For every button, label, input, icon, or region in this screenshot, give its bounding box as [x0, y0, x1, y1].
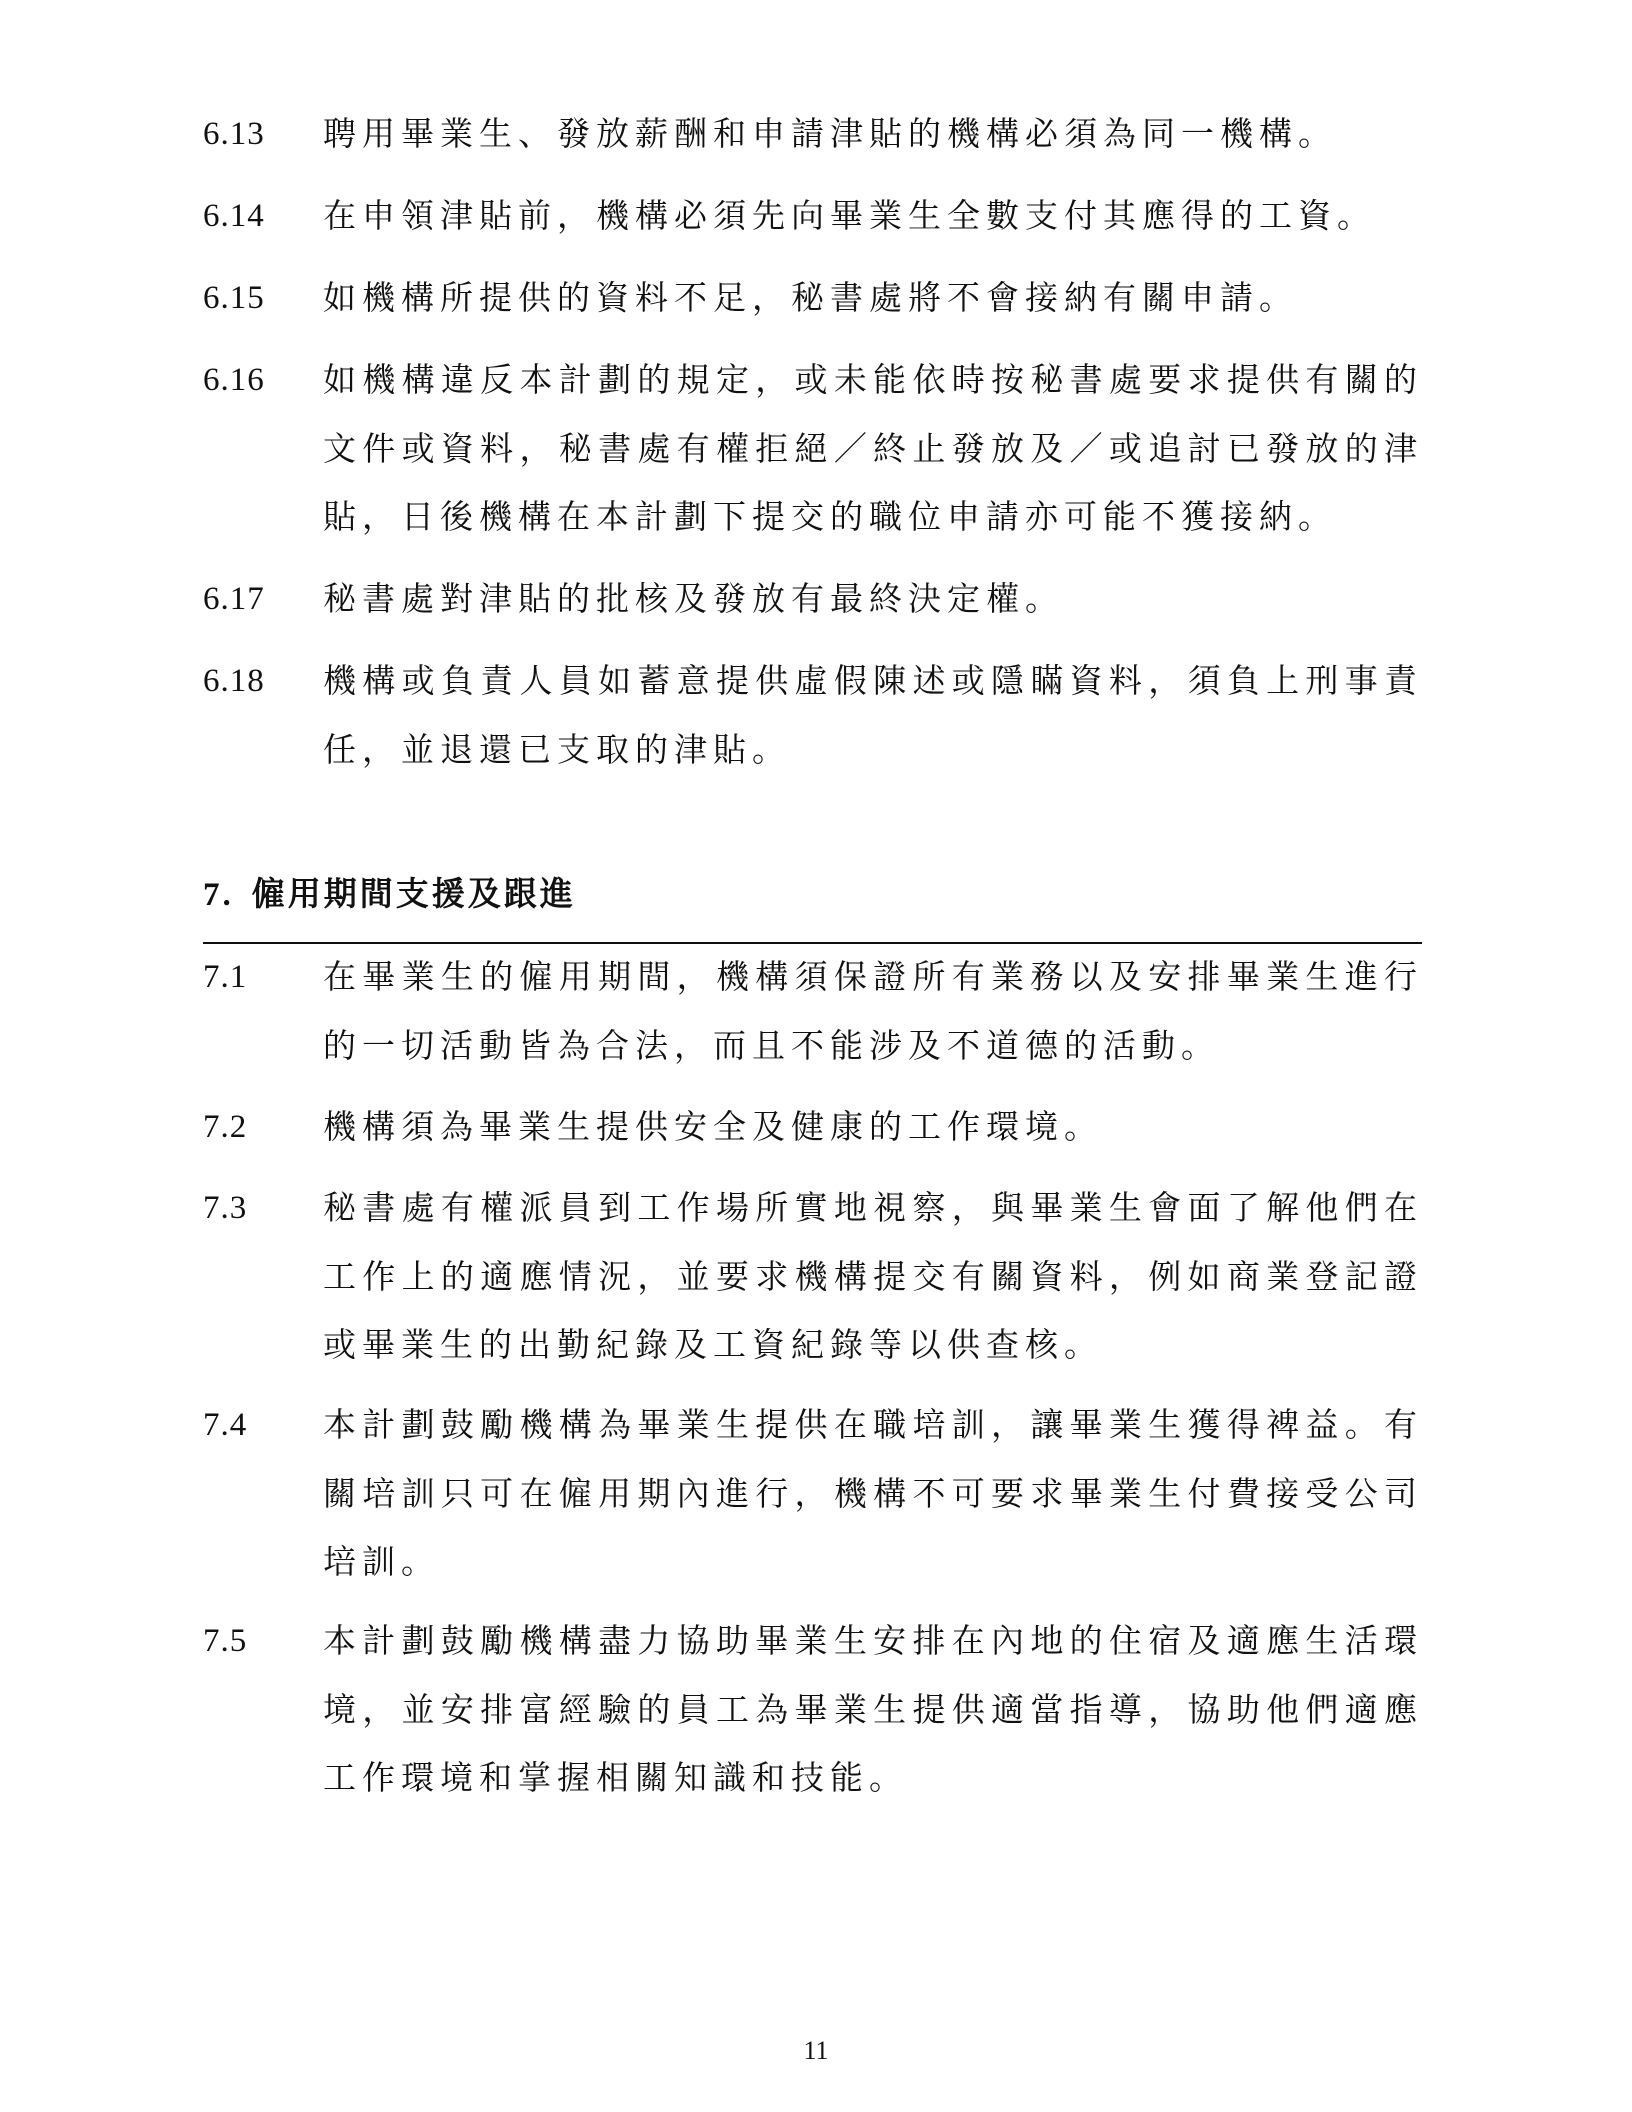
- section-number: 7.: [203, 877, 234, 913]
- clause-text: 本計劃鼓勵機構盡力協助畢業生安排在內地的住宿及適應生活環境，並安排富經驗的員工為畢業生提供適當指導，協助他們適應工作環境和掌握相關知識和技能。: [323, 1621, 1423, 1797]
- clause-text: 如機構違反本計劃的規定，或未能依時按秘書處要求提供有關的文件或資料，秘書處有權拒絕／終止發放及／或追討已發放的津貼，日後機構在本計劃下提交的職位申請亦可能不獲接納。: [323, 360, 1423, 536]
- clause-number: 7.3: [203, 1190, 248, 1226]
- clause-text: 秘書處有權派員到工作場所實地視察，與畢業生會面了解他們在工作上的適應情況，並要求機構提交有關資料，例如商業登記證或畢業生的出勤紀錄及工資紀錄等以供查核。: [323, 1188, 1423, 1364]
- clause-text: 本計劃鼓勵機構為畢業生提供在職培訓，讓畢業生獲得裨益。有關培訓只可在僱用期內進行，機構不可要求畢業生付費接受公司培訓。: [323, 1405, 1423, 1581]
- clause-text: 聘用畢業生、發放薪酬和申請津貼的機構必須為同一機構。: [323, 114, 1337, 153]
- clause-text: 秘書處對津貼的批核及發放有最終決定權。: [323, 579, 1064, 618]
- section-title: 僱用期間支援及跟進: [251, 874, 576, 913]
- clause-number: 6.16: [203, 362, 265, 398]
- clause-number: 7.2: [203, 1109, 248, 1145]
- clause-number: 7.4: [203, 1407, 248, 1443]
- clause-text: 機構或負責人員如蓄意提供虛假陳述或隱瞞資料，須負上刑事責任，並退還已支取的津貼。: [323, 661, 1423, 769]
- clause-number: 7.1: [203, 959, 248, 995]
- clause-number: 7.5: [203, 1623, 248, 1659]
- clause-text: 機構須為畢業生提供安全及健康的工作環境。: [323, 1107, 1103, 1146]
- clause-text: 在申領津貼前，機構必須先向畢業生全數支付其應得的工資。: [323, 196, 1376, 235]
- section-heading: [203, 860, 576, 929]
- clause-text: 在畢業生的僱用期間，機構須保證所有業務以及安排畢業生進行的一切活動皆為合法，而且不能涉及不道德的活動。: [323, 957, 1423, 1065]
- clause-number: 6.17: [203, 581, 265, 617]
- clause-number: 6.18: [203, 663, 265, 699]
- clause-number: 6.15: [203, 280, 265, 316]
- clause-number: 6.13: [203, 116, 265, 152]
- page-number: 11: [803, 2036, 829, 2065]
- clause-text: 如機構所提供的資料不足，秘書處將不會接納有關申請。: [323, 278, 1298, 317]
- clause-number: 6.14: [203, 198, 265, 234]
